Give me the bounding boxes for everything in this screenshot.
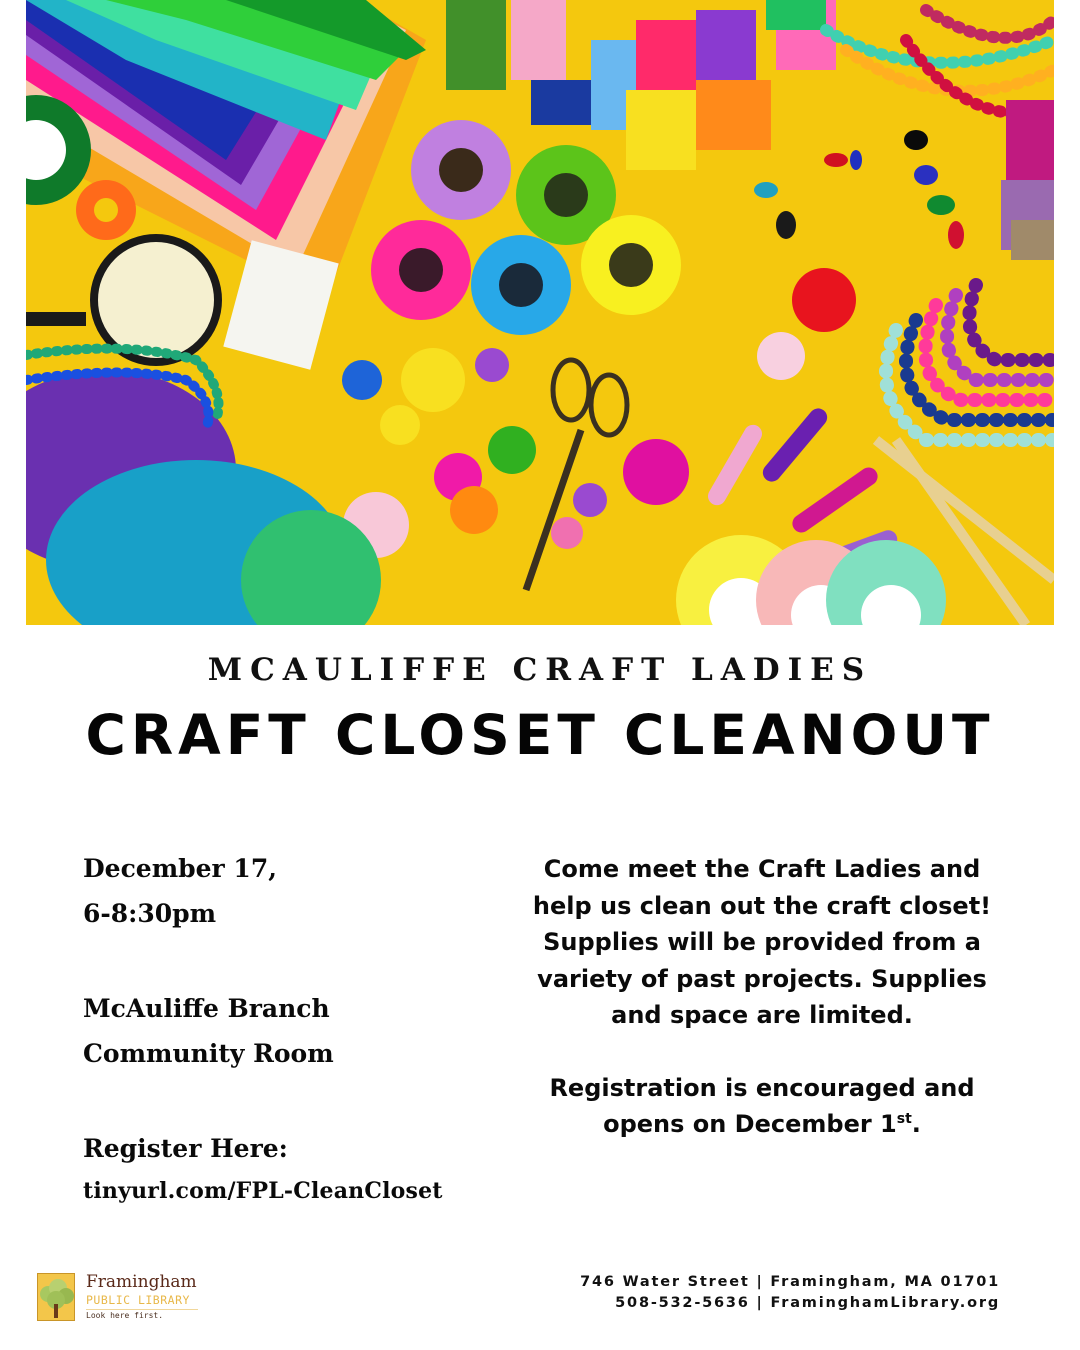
registration-note-text: Registration is encouraged and opens on December 1 (549, 1073, 975, 1138)
library-subname: PUBLIC LIBRARY (86, 1293, 190, 1307)
description-paragraph: Come meet the Craft Ladies and help us clean out the craft closet! Supplies will be provided from a variety of past projects. Supplies and space are limited. (532, 855, 992, 1029)
event-title: CRAFT CLOSET CLEANOUT (85, 703, 995, 767)
event-subtitle: MCAULIFFE CRAFT LADIES (207, 652, 873, 688)
event-time: 6-8:30pm (83, 899, 217, 928)
event-location-branch: McAuliffe Branch (83, 994, 330, 1023)
tree-icon (37, 1273, 75, 1321)
ordinal-suffix: st (896, 1111, 912, 1127)
event-description (522, 851, 1002, 1143)
library-address: 746 Water Street | Framingham, MA 01701 (580, 1274, 1000, 1290)
event-date: December 17, (83, 854, 277, 883)
register-link[interactable]: tinyurl.com/FPL-CleanCloset (83, 1178, 443, 1204)
registration-note-end: . (911, 1110, 921, 1138)
hero-image (26, 0, 1054, 625)
library-name: Framingham (86, 1272, 197, 1292)
logo-divider (86, 1309, 198, 1310)
craft-supplies-illustration (26, 0, 1054, 625)
library-tagline: Look here first. (86, 1311, 164, 1320)
library-logo (37, 1272, 202, 1322)
library-contact (580, 1272, 1000, 1314)
event-details (83, 846, 503, 1211)
registration-note (522, 1070, 1002, 1143)
register-label: Register Here: (83, 1134, 288, 1163)
event-location-room: Community Room (83, 1039, 334, 1068)
library-phone-website[interactable]: 508-532-5636 | FraminghamLibrary.org (615, 1295, 1000, 1311)
